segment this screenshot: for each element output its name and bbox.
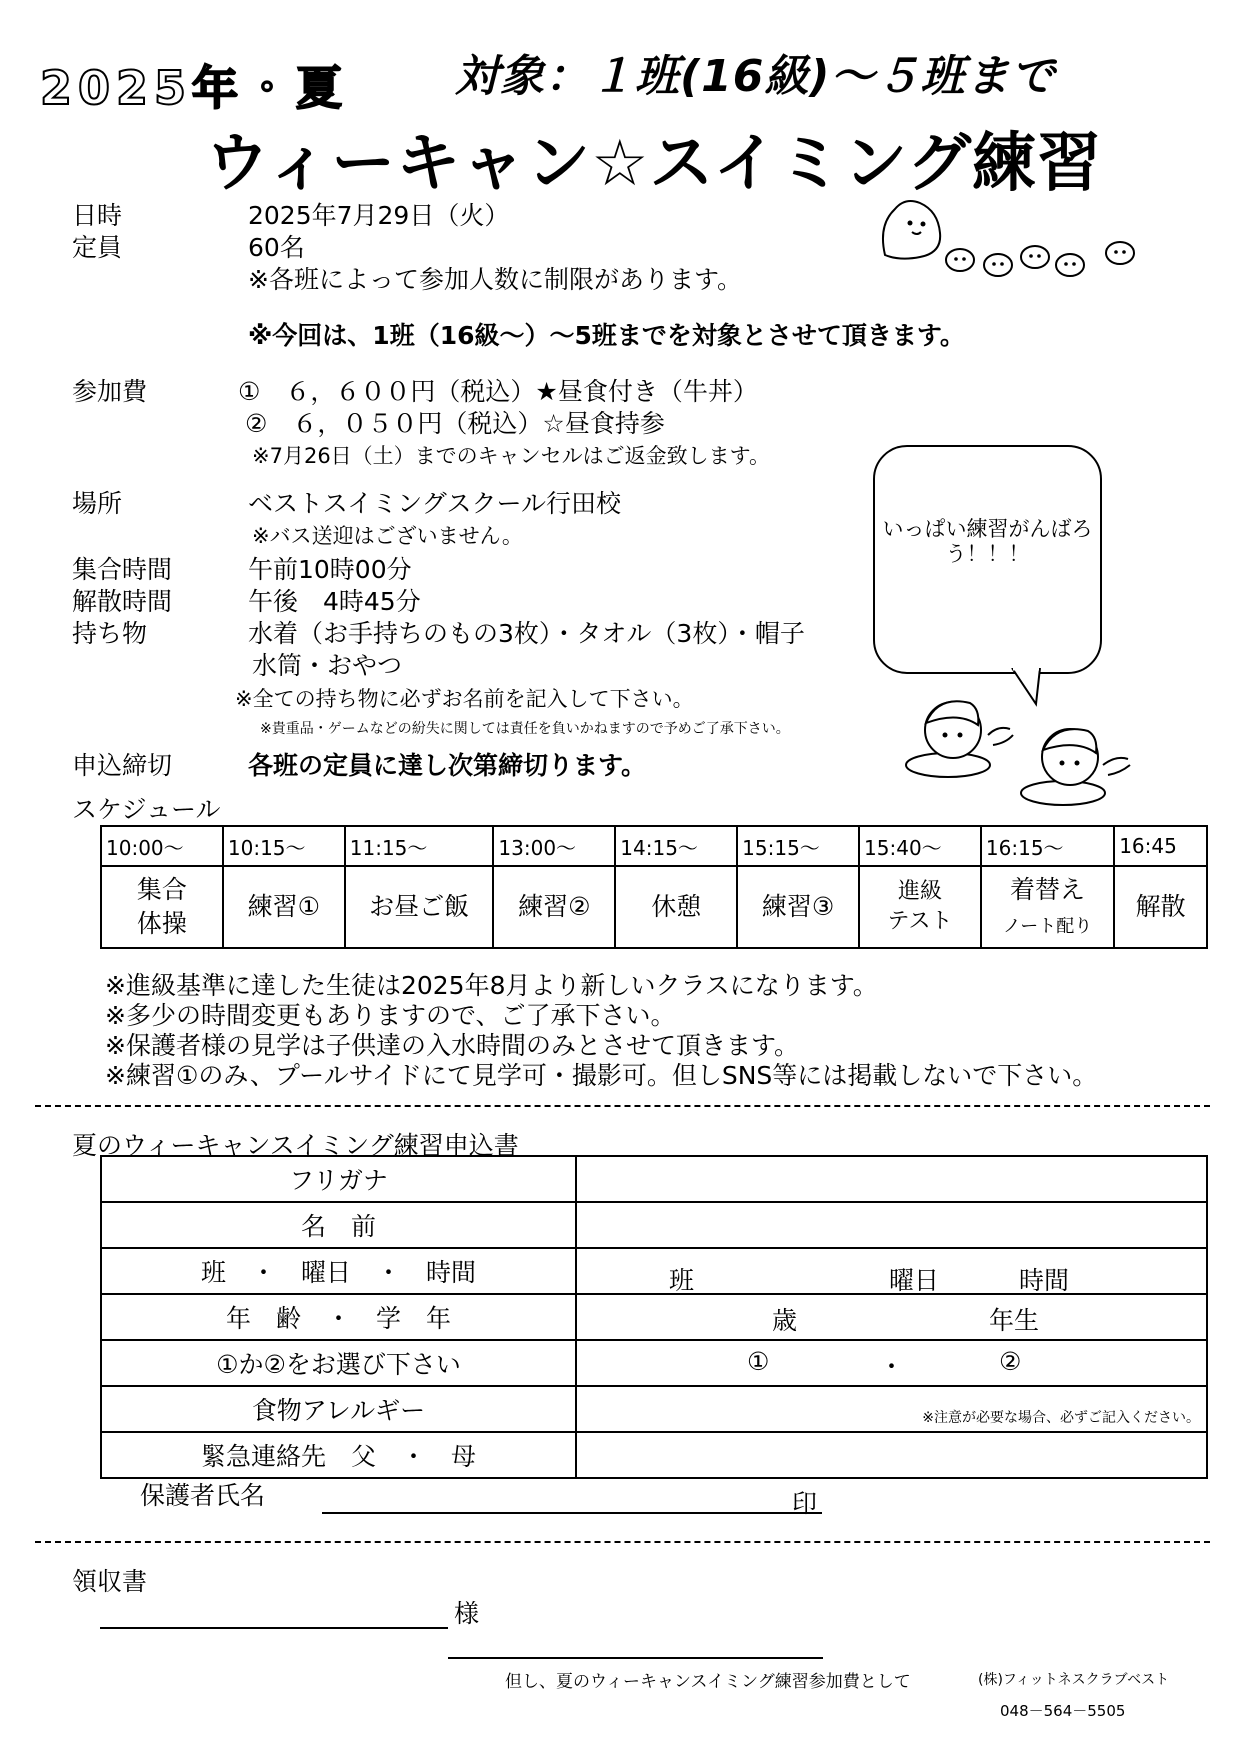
class-field[interactable] (576, 1248, 1207, 1294)
schedule-time: 14:15～ (615, 826, 737, 866)
dismiss-value: 午後 4時45分 (248, 587, 421, 616)
schedule-time: 13:00～ (493, 826, 615, 866)
fee-option-2: ② ６，０５０円（税込）☆昼食持参 (245, 409, 665, 438)
schedule-time: 16:45 (1114, 826, 1207, 866)
note-item: ※進級基準に達した生徒は2025年8月より新しいクラスになります。 (105, 971, 878, 1000)
items-value-1: 水着（お手持ちのもの3枚）・タオル（3枚）・帽子 (248, 619, 805, 648)
schedule-activities-row (101, 866, 1207, 948)
schedule-activity: 集合 体操 (101, 866, 223, 948)
cut-line (35, 1541, 1210, 1543)
schedule-time: 16:15～ (981, 826, 1114, 866)
fee-label: 参加費 (72, 377, 148, 406)
choice-option-1[interactable]: ① (747, 1347, 770, 1376)
capacity-value: 60名 (248, 233, 305, 262)
target-note: ※今回は、1班（16級～）～5班までを対象とさせて頂きます。 (248, 321, 965, 350)
capacity-label: 定員 (72, 233, 123, 262)
age-field[interactable] (576, 1294, 1207, 1340)
class-time-text: 時間 (1019, 1266, 1070, 1295)
deadline-value: 各班の定員に達し次第締切ります。 (248, 751, 647, 780)
date-value: 2025年7月29日（火） (248, 201, 510, 230)
place-note: ※バス送迎はございません。 (252, 524, 523, 548)
items-label: 持ち物 (72, 619, 148, 648)
items-note-1: ※全ての持ち物に必ずお名前を記入して下さい。 (235, 687, 694, 711)
note-item: ※保護者様の見学は子供達の入水時間のみとさせて頂きます。 (105, 1031, 799, 1060)
meet-label: 集合時間 (72, 555, 173, 584)
emergency-field[interactable] (576, 1432, 1207, 1478)
mascot-illustration (870, 195, 1160, 285)
choice-option-2[interactable]: ② (999, 1347, 1022, 1376)
cut-line (35, 1105, 1210, 1107)
schedule-label: スケジュール (72, 795, 221, 824)
furigana-label: フリガナ (101, 1156, 576, 1202)
choice-field[interactable] (576, 1340, 1207, 1386)
schedule-time: 10:00～ (101, 826, 223, 866)
dismiss-label: 解散時間 (72, 587, 173, 616)
seal-mark: 印 (792, 1489, 818, 1518)
application-form (100, 1155, 1208, 1479)
date-label: 日時 (72, 201, 123, 230)
name-field[interactable] (576, 1202, 1207, 1248)
schedule-time: 11:15～ (345, 826, 494, 866)
form-title: 夏のウィーキャンスイミング練習申込書 (72, 1131, 519, 1160)
allergy-label: 食物アレルギー (101, 1386, 576, 1432)
fee-note: ※7月26日（土）までのキャンセルはご返金致します。 (252, 444, 770, 468)
allergy-field[interactable] (576, 1386, 1207, 1432)
fee-option-1: ① ６，６００円（税込）★昼食付き（牛丼） (238, 377, 758, 406)
speech-bubble (873, 445, 1102, 674)
furigana-field[interactable] (576, 1156, 1207, 1202)
header-year-season: 2025年・夏 (40, 61, 349, 115)
emergency-label: 緊急連絡先 父 ・ 母 (101, 1432, 576, 1478)
capacity-note: ※各班によって参加人数に制限があります。 (248, 265, 742, 294)
place-value: ベストスイミングスクール行田校 (248, 489, 622, 518)
receipt-amount-line (448, 1657, 823, 1659)
age-label: 年 齢 ・ 学 年 (101, 1294, 576, 1340)
age-grade-text: 年生 (989, 1306, 1040, 1335)
schedule-activity: お昼ご飯 (345, 866, 494, 948)
schedule-activity: 進級 テスト (859, 866, 981, 948)
choice-label: ①か②をお選び下さい (101, 1340, 576, 1386)
schedule-table (100, 825, 1208, 949)
allergy-note: ※注意が必要な場合、必ずご記入ください。 (922, 1410, 1200, 1426)
schedule-activity: 着替え ノート配り (981, 866, 1114, 948)
meet-value: 午前10時00分 (248, 555, 412, 584)
schedule-activity: 練習② (493, 866, 615, 948)
name-label: 名 前 (101, 1202, 576, 1248)
note-item: ※練習①のみ、プールサイドにて見学可・撮影可。但しSNS等には掲載しないで下さい。 (105, 1061, 1098, 1090)
schedule-time: 10:15～ (223, 826, 345, 866)
receipt-name-line (100, 1627, 448, 1629)
class-day-text: 曜日 (889, 1266, 940, 1295)
age-sai-text: 歳 (772, 1306, 798, 1335)
schedule-activity: 解散 (1114, 866, 1207, 948)
schedule-time: 15:40～ (859, 826, 981, 866)
schedule-times-row (101, 826, 1207, 866)
swimming-kids-illustration (898, 685, 1138, 810)
class-han-text: 班 (669, 1266, 695, 1295)
choice-separator: ・ (879, 1352, 905, 1381)
deadline-label: 申込締切 (72, 751, 173, 780)
guardian-label: 保護者氏名 (140, 1481, 266, 1510)
items-value-2: 水筒・おやつ (252, 651, 403, 680)
receipt-sama: 様 (454, 1599, 480, 1628)
schedule-activity: 練習① (223, 866, 345, 948)
header-target: 対象：１班(16級)～５班まで (455, 51, 1056, 102)
receipt-company: (株)フィットネスクラブベスト (978, 1672, 1170, 1688)
schedule-activity: 練習③ (737, 866, 859, 948)
schedule-time: 15:15～ (737, 826, 859, 866)
note-item: ※多少の時間変更もありますので、ご了承下さい。 (105, 1001, 676, 1030)
schedule-activity: 休憩 (615, 866, 737, 948)
guardian-signature-line[interactable] (322, 1512, 822, 1514)
place-label: 場所 (72, 489, 123, 518)
receipt-purpose: 但し、夏のウィーキャンスイミング練習参加費として (505, 1672, 911, 1692)
class-label: 班 ・ 曜日 ・ 時間 (101, 1248, 576, 1294)
speech-bubble-text: いっぱい練習がんばろう！！！ (882, 517, 1093, 567)
receipt-title: 領収書 (72, 1567, 148, 1596)
page-title: ウィーキャン☆スイミング練習 (205, 127, 1102, 201)
items-note-2: ※貴重品・ゲームなどの紛失に関しては責任を負いかねますので予めご了承下さい。 (260, 721, 790, 737)
receipt-phone: 048－564－5505 (1000, 1702, 1126, 1720)
